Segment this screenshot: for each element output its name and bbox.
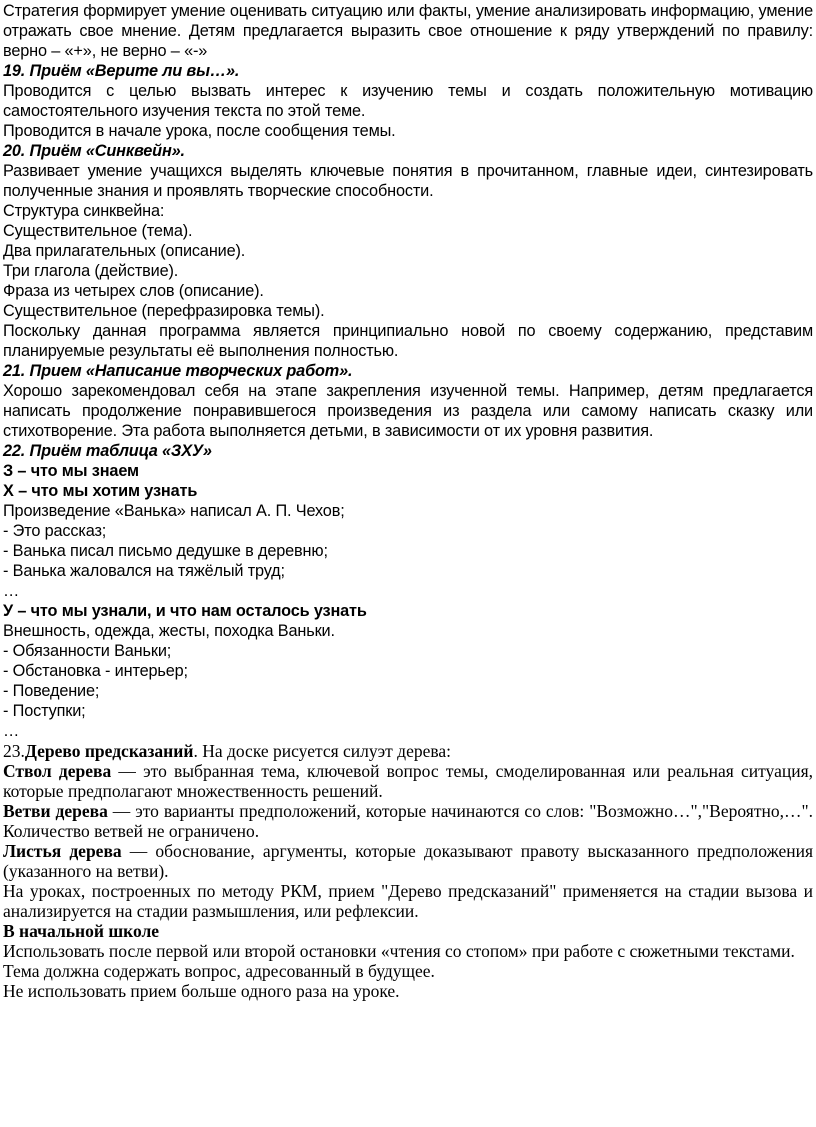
zxu-x-item: - Ванька жаловался на тяжёлый труд;: [3, 562, 285, 580]
syncwine-line-3: Три глагола (действие).: [3, 262, 179, 280]
syncwine-line-2: Два прилагательных (описание).: [3, 242, 246, 260]
trunk-term: Ствол дерева: [3, 761, 112, 781]
zxu-x-item: - Ванька писал письмо дедушке в деревню;: [3, 542, 328, 560]
syncwine-structure-label: Структура синквейна:: [3, 202, 165, 220]
heading-23-number: 23.: [3, 741, 25, 761]
paragraph-20-results: Поскольку данная программа является принципиально новой по своему содержанию, представим планируемые результаты её выполнения полностью.: [3, 322, 813, 360]
zxu-x-item: Произведение «Ванька» написал А. П. Чехов;: [3, 502, 345, 520]
zxu-u-item: …: [3, 722, 20, 740]
zxu-x-label: Х – что мы хотим узнать: [3, 482, 198, 500]
zxu-u-label: У – что мы узнали, и что нам осталось узнать: [3, 602, 367, 620]
zxu-u-item: - Поступки;: [3, 702, 86, 720]
primary-school-label: В начальной школе: [3, 921, 160, 941]
leaves-term: Листья дерева: [3, 841, 122, 861]
heading-19: 19. Приём «Верите ли вы…».: [3, 62, 240, 80]
paragraph-19-purpose: Проводится с целью вызвать интерес к изучению темы и создать положительную мотивацию самостоятельного изучения текста по этой теме.: [3, 82, 813, 120]
heading-21: 21. Прием «Написание творческих работ».: [3, 362, 353, 380]
trunk-definition: [3, 761, 813, 801]
zxu-u-item: - Обстановка - интерьер;: [3, 662, 188, 680]
document-page: [3, 1, 813, 1001]
zxu-x-item: …: [3, 582, 20, 600]
zxu-u-item: Внешность, одежда, жесты, походка Ваньки.: [3, 622, 335, 640]
branches-term: Ветви дерева: [3, 801, 108, 821]
heading-22: 22. Приём таблица «ЗХУ»: [3, 442, 212, 460]
heading-23: [3, 741, 813, 761]
heading-20: 20. Приём «Синквейн».: [3, 142, 185, 160]
rkm-paragraph: На уроках, построенных по методу РКМ, прием "Дерево предсказаний" применяется на стадии вызова и анализируется на стадии размышления, или рефлексии.: [3, 881, 813, 921]
leaves-definition: [3, 841, 813, 881]
syncwine-line-4: Фраза из четырех слов (описание).: [3, 282, 264, 300]
strategy-paragraph: Стратегия формирует умение оценивать ситуацию или факты, умение анализировать информацию, умение отражать свое мнение. Детям предлагается выразить свое отношение к ряду утверждений по правилу: верно – «+», не верно – «-»: [3, 2, 813, 60]
paragraph-21: Хорошо зарекомендовал себя на этапе закрепления изученной темы. Например, детям предлагается написать продолжение понравившегося произведения из раздела или самому написать сказку или стихотворение. Эта работа выполняется детьми, в зависимости от их уровня развития.: [3, 382, 813, 440]
zxu-u-item: - Поведение;: [3, 682, 100, 700]
zxu-z-label: З – что мы знаем: [3, 462, 139, 480]
heading-23-title: Дерево предсказаний: [24, 741, 194, 761]
zxu-u-item: - Обязанности Ваньки;: [3, 642, 172, 660]
paragraph-19-timing: Проводится в начале урока, после сообщения темы.: [3, 122, 396, 140]
branches-definition: [3, 801, 813, 841]
syncwine-line-1: Существительное (тема).: [3, 222, 193, 240]
primary-school-rule-1: Использовать после первой или второй остановки «чтения со стопом» при работе с сюжетными текстами.: [3, 941, 795, 961]
trunk-text: — это выбранная тема, ключевой вопрос темы, смоделированная или реальная ситуация, которые предполагают множественность решений.: [3, 761, 813, 801]
zxu-x-item: - Это рассказ;: [3, 522, 107, 540]
branches-text: — это варианты предположений, которые начинаются со слов: "Возможно…","Вероятно,…". Количество ветвей не ограничено.: [3, 801, 813, 841]
leaves-text: — обоснование, аргументы, которые доказывают правоту высказанного предположения (указанного на ветви).: [3, 841, 813, 881]
primary-school-rule-2: Тема должна содержать вопрос, адресованный в будущее.: [3, 961, 435, 981]
heading-23-rest: . На доске рисуется силуэт дерева:: [193, 741, 452, 761]
syncwine-line-5: Существительное (перефразировка темы).: [3, 302, 325, 320]
primary-school-rule-3: Не использовать прием больше одного раза на уроке.: [3, 981, 400, 1001]
paragraph-20-skills: Развивает умение учащихся выделять ключевые понятия в прочитанном, главные идеи, синтезировать полученные знания и проявлять творческие способности.: [3, 162, 813, 200]
